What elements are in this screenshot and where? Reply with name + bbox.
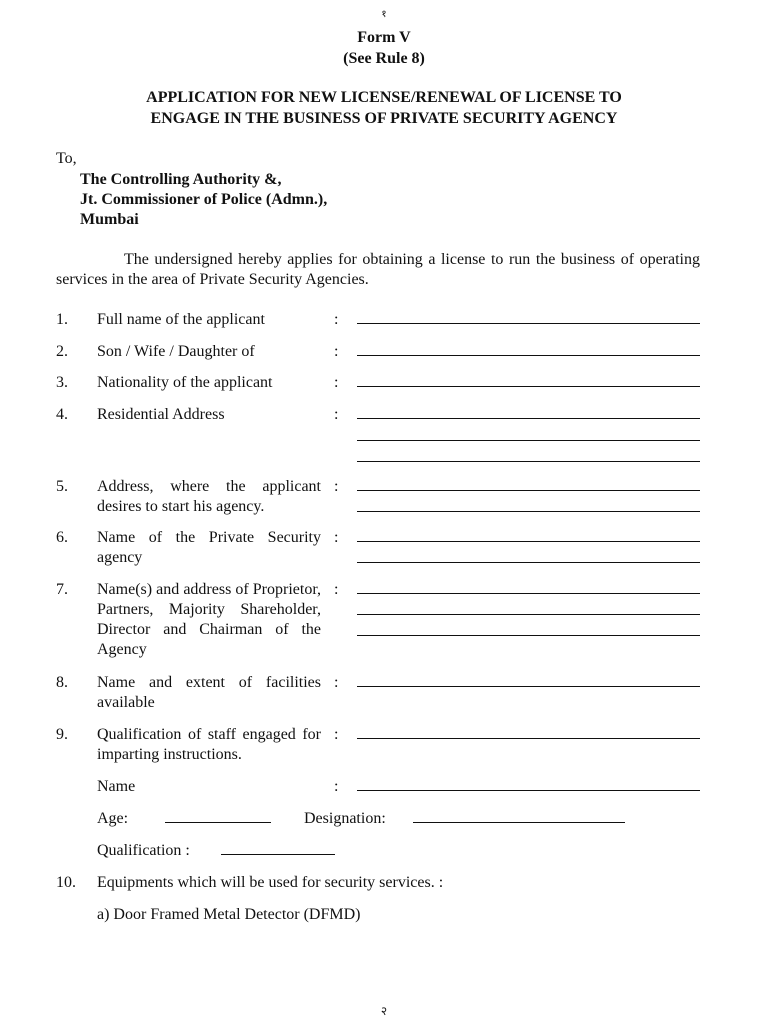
agency-address-field-2[interactable] [357,511,700,512]
full-name-field[interactable] [357,323,700,324]
item-number: 9. [56,726,68,743]
item-label: Full name of the applicant [97,311,265,328]
item-number: 5. [56,478,68,495]
item-label: Nationality of the applicant [97,374,273,391]
agency-name-field-2[interactable] [357,562,700,563]
proprietor-field-2[interactable] [357,614,700,615]
colon: : [334,529,339,546]
addressee-line-2: Jt. Commissioner of Police (Admn.), [80,191,328,208]
colon: : [334,406,339,423]
nationality-field[interactable] [357,386,700,387]
staff-name-label: Name [97,778,136,795]
item-label: Name and extent of facilities available [97,674,321,711]
staff-designation-label: Designation: [304,810,386,827]
staff-qualification-label: Qualification : [97,842,190,859]
form-title-line-2: ENGAGE IN THE BUSINESS OF PRIVATE SECURITY AGENCY [150,110,618,127]
item-number: 7. [56,581,68,598]
agency-name-field-1[interactable] [357,541,700,542]
staff-age-label: Age: [97,810,129,827]
staff-designation-field[interactable] [413,822,625,823]
intro-paragraph: The undersigned hereby applies for obtaining a license to run the business of operating services in the area of Private Security Agencies. [56,251,700,288]
agency-address-field-1[interactable] [357,490,700,491]
item-number: 8. [56,674,68,691]
item-label: Residential Address [97,406,225,423]
facilities-field[interactable] [357,686,700,687]
item-label: Equipments which will be used for security services. : [97,874,444,891]
item-label: Qualification of staff engaged for imparting instructions. [97,726,321,763]
item-label: Son / Wife / Daughter of [97,343,255,360]
relation-of-field[interactable] [357,355,700,356]
colon: : [334,343,339,360]
staff-qualification-value-field[interactable] [221,854,335,855]
form-title-line-1: APPLICATION FOR NEW LICENSE/RENEWAL OF LICENSE TO [146,89,622,106]
staff-name-field[interactable] [357,790,700,791]
item-number: 1. [56,311,68,328]
residential-address-field-1[interactable] [357,418,700,419]
item-number: 4. [56,406,68,423]
item-label: Name(s) and address of Proprietor, Partners, Majority Shareholder, Director and Chairman of the Agency [97,581,321,658]
page-mark-bottom: २ [380,1004,388,1018]
item-number: 3. [56,374,68,391]
rule-reference: (See Rule 8) [343,50,425,67]
item-label: Address, where the applicant desires to start his agency. [97,478,321,515]
item-label: Name of the Private Security agency [97,529,321,566]
page-mark-top: १ [381,9,387,20]
residential-address-field-3[interactable] [357,461,700,462]
colon: : [334,478,339,495]
colon: : [334,726,339,743]
colon: : [334,311,339,328]
colon: : [334,374,339,391]
proprietor-field-1[interactable] [357,593,700,594]
salutation: To, [56,150,77,167]
colon: : [334,674,339,691]
staff-qualification-field[interactable] [357,738,700,739]
colon: : [334,778,339,795]
colon: : [334,581,339,598]
item-number: 10. [56,874,76,891]
equipment-item-a: a) Door Framed Metal Detector (DFMD) [97,906,361,923]
form-number: Form V [357,29,411,46]
residential-address-field-2[interactable] [357,440,700,441]
addressee-line-3: Mumbai [80,211,139,228]
item-number: 2. [56,343,68,360]
staff-age-field[interactable] [165,822,271,823]
addressee-line-1: The Controlling Authority &, [80,171,282,188]
item-number: 6. [56,529,68,546]
proprietor-field-3[interactable] [357,635,700,636]
